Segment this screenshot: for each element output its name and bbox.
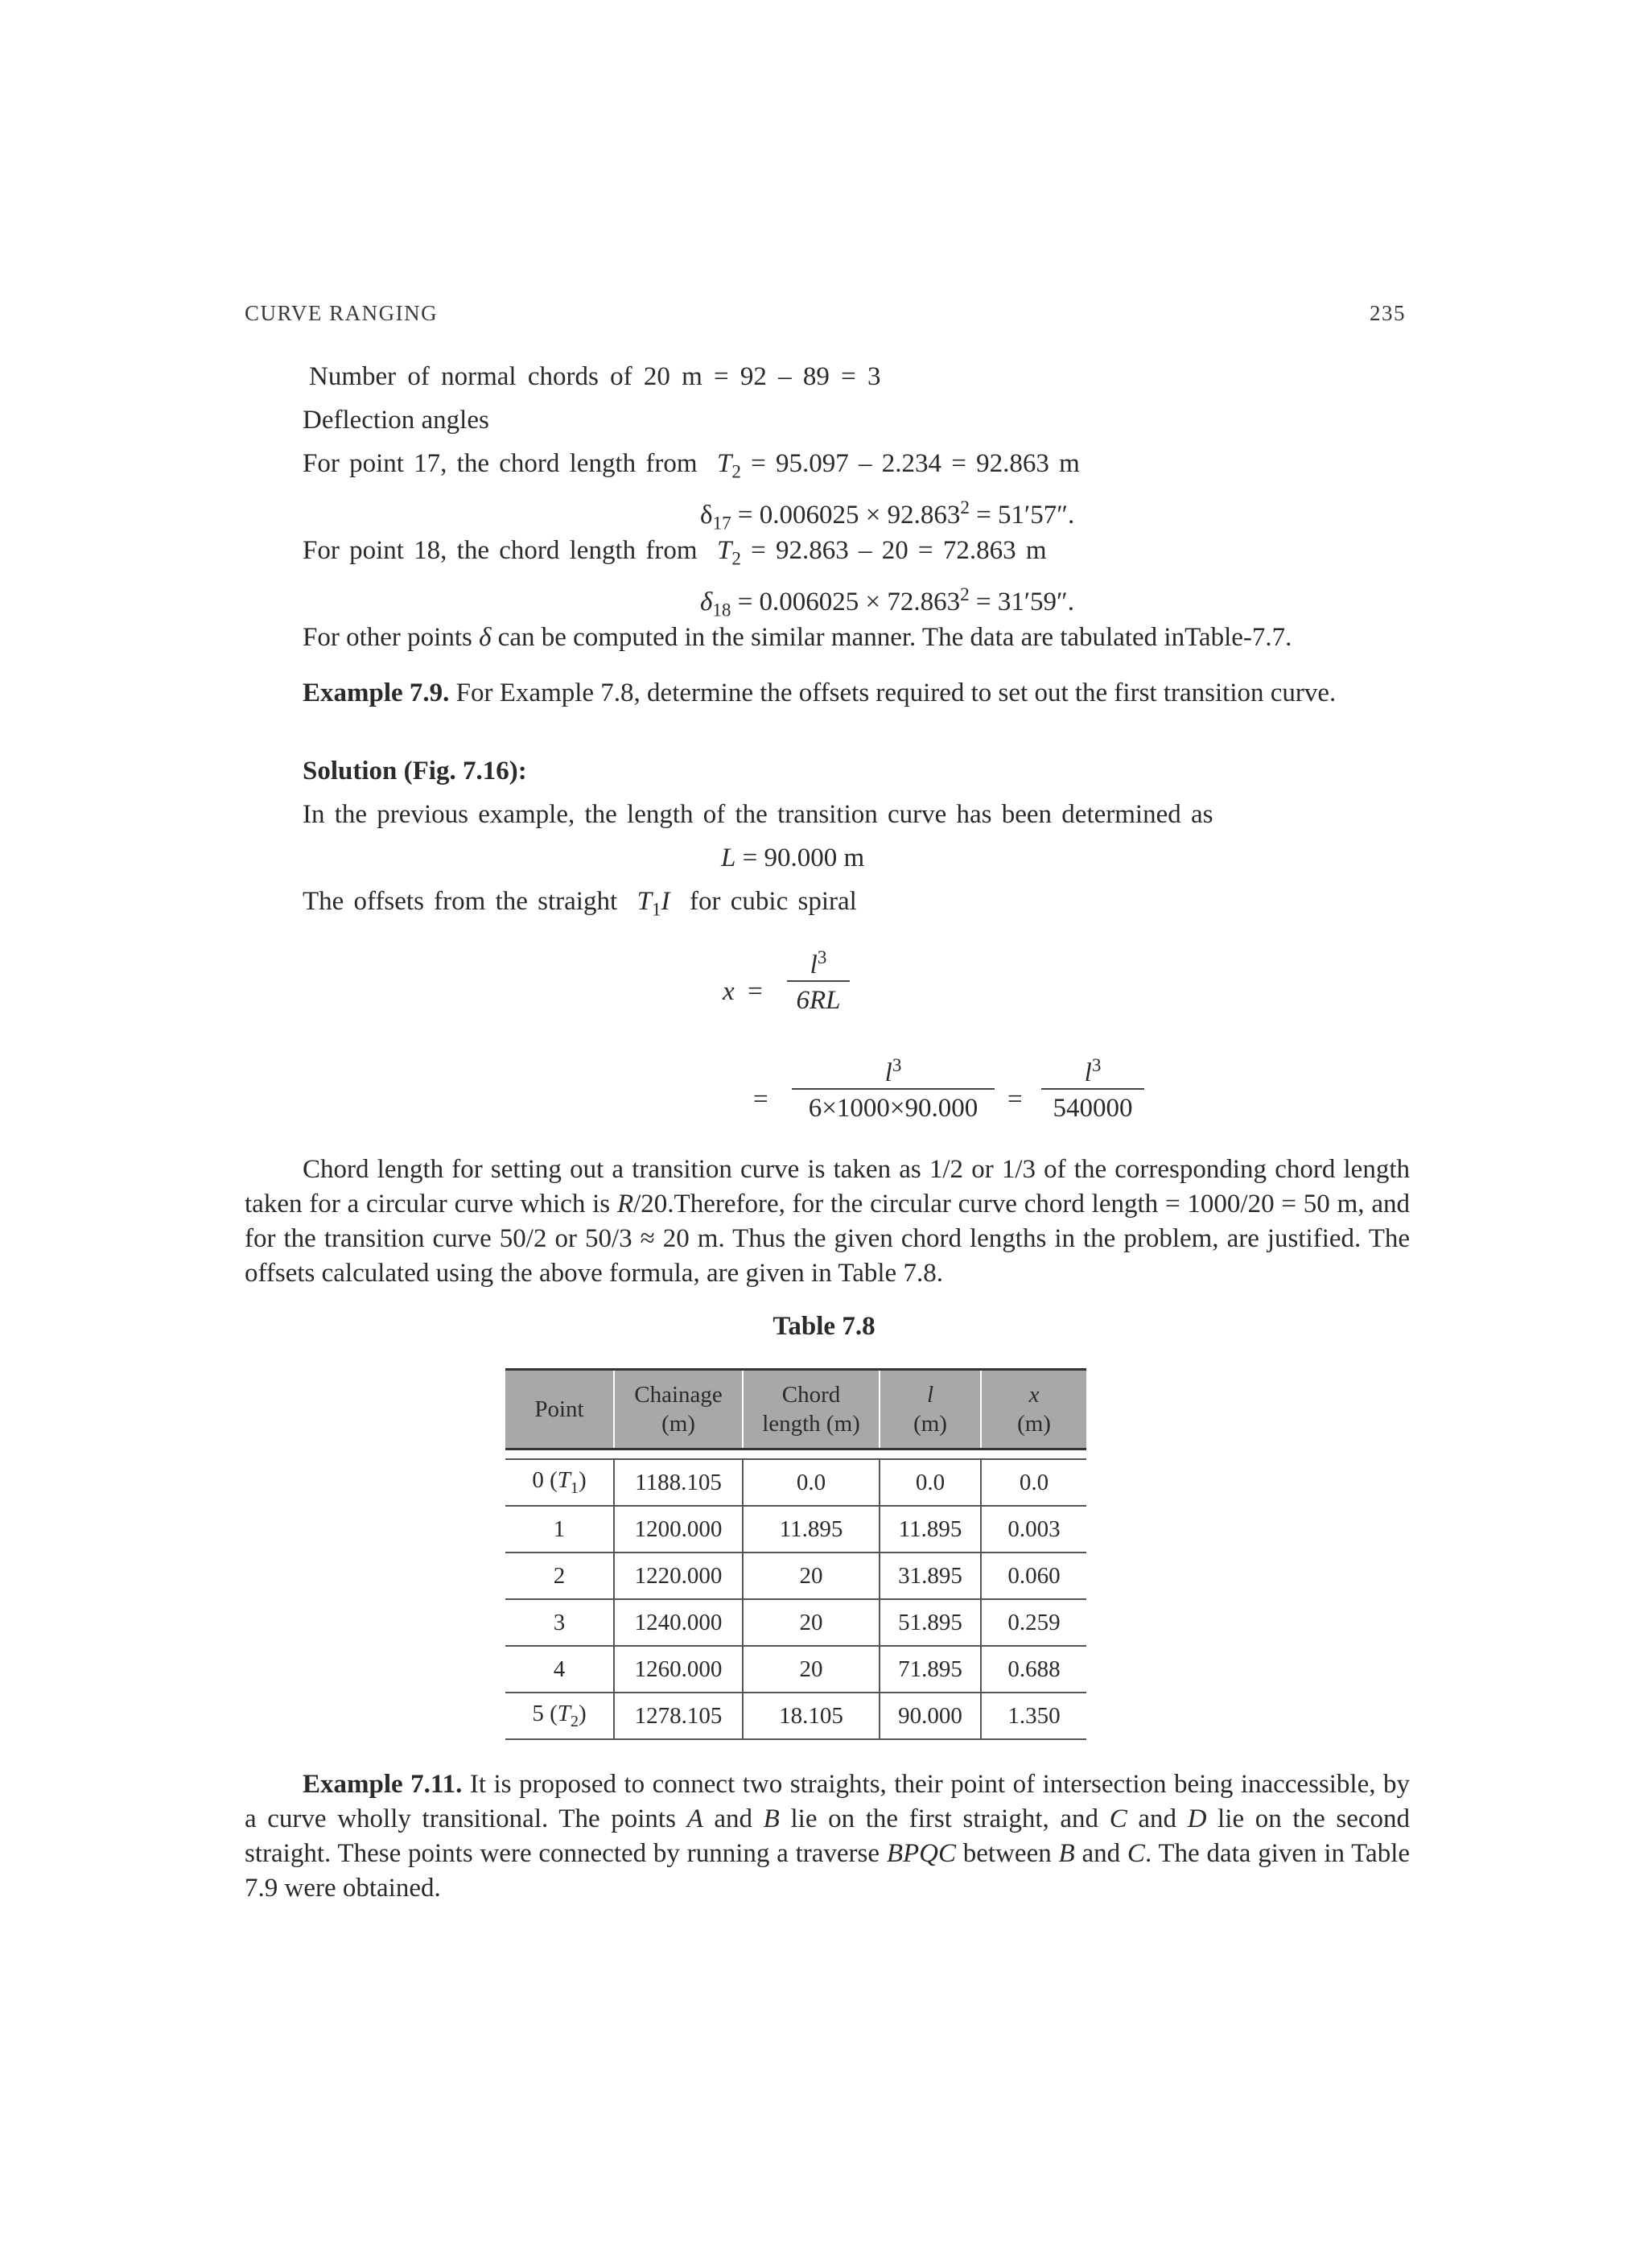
l-cell: 90.000 [880,1693,981,1739]
chord-cell: 20 [743,1599,880,1646]
point17-line: For point 17, the chord length from $T_2 = 95.097 - 2.234 = 92.863$ m [303,449,1080,482]
chord-cell: 20 [743,1553,880,1599]
chord-cell: 0.0 [743,1459,880,1506]
delta17-equation: $\delta_{17} = 0.006025 \times 92.863^2 = 51'57''$. [700,497,1075,534]
chord-length-paragraph: Chord length for setting out a transition curve is taken as 1/2 or 1/3 of the corresponding chord length taken for a circular curve which is R/20.Therefore, for the circular curve chord length = 1000/20 = 50 m, and for the transition curve 50/2 or 50/3 ≈ 20 m. Thus the given chord lengths in the problem, are justified. The offsets calculated using the above formula, are given in Table 7.8. [245,1155,1410,1288]
x-equals: x = [723,977,763,1006]
x-cell: 0.259 [981,1599,1086,1646]
x-cell: 0.688 [981,1646,1086,1693]
chainage-cell: 1260.000 [614,1646,743,1693]
header-chord-length: Chord length (m) [743,1370,880,1449]
x-cell: 0.003 [981,1506,1086,1553]
table-row [505,1459,1086,1506]
offset-fraction-3: $\frac{l^3}{540000}$ [1041,1049,1144,1125]
table-row [505,1599,1086,1646]
previous-example-line: In the previous example, the length of the transition curve has been determined as [303,800,1213,829]
example-7-11-paragraph: Example 7.11. It is proposed to connect two straights, their point of intersection being inaccessible, by a curve wholly transitional. The points A and B lie on the first straight, and C and D lie on the second straight. These points were connected by running a traverse BPQC between B and C. The data given in Table 7.9 were obtained. [245,1770,1411,1903]
point-cell: 2 [505,1553,614,1599]
chord-cell: 18.105 [743,1693,880,1739]
offsets-table [505,1368,1086,1740]
offset-fraction-1: $\frac{l^3}{6RL}$ [787,942,850,1017]
page-number: 235 [1370,301,1406,325]
l-cell: 31.895 [880,1553,981,1599]
table-7-8-title: Table 7.8 [772,1312,876,1341]
point-cell: 3 [505,1599,614,1646]
chainage-cell: 1240.000 [614,1599,743,1646]
chainage-cell: 1200.000 [614,1506,743,1553]
x-cell: 0.060 [981,1553,1086,1599]
x-cell: 1.350 [981,1693,1086,1739]
other-points-line: For other points δ can be computed in the similar manner. The data are tabulated inTable-7.7. [303,623,1292,652]
equals-sign-2: = [1007,1085,1023,1114]
offsets-line: The offsets from the straight $T_1I$ for cubic spiral [303,887,857,920]
l-cell: 0.0 [880,1459,981,1506]
header-l: l (m) [880,1370,981,1449]
normal-chords-line: Number of normal chords of 20 m = 92 – 89 = 3 [309,362,881,391]
chord-cell: 11.895 [743,1506,880,1553]
l-cell: 11.895 [880,1506,981,1553]
L-equation: L = 90.000 m [721,843,865,872]
offset-fraction-2: $\frac{l^3}{6\times 1000\times 90.000}$ [792,1049,995,1125]
header-x: x (m) [981,1370,1086,1449]
point-cell: 5 $(T_2)$ [505,1693,614,1739]
equals-sign-1: = [753,1085,768,1114]
x-cell: 0.0 [981,1459,1086,1506]
chainage-cell: 1278.105 [614,1693,743,1739]
example-7-9-paragraph: Example 7.9. For Example 7.8, determine the offsets required to set out the first transition curve. [303,678,1337,707]
point-cell: 1 [505,1506,614,1553]
point18-line: For point 18, the chord length from $T_2 = 92.863 - 20 = 72.863$ m [303,536,1047,569]
table-row [505,1553,1086,1599]
table-header-row [505,1370,1086,1449]
deflection-angles-heading: Deflection angles [303,406,489,435]
header-point: Point [505,1370,614,1449]
point-cell: 0 $(T_1)$ [505,1459,614,1506]
table-row [505,1646,1086,1693]
chainage-cell: 1220.000 [614,1553,743,1599]
l-cell: 71.895 [880,1646,981,1693]
solution-heading: Solution (Fig. 7.16): [303,757,527,786]
delta18-equation: $\delta_{18} = 0.006025 \times 72.863^2 = 31'59''$. [700,583,1075,621]
table-row [505,1506,1086,1553]
table-row [505,1693,1086,1739]
running-header: CURVE RANGING [245,301,439,325]
chord-cell: 20 [743,1646,880,1693]
chainage-cell: 1188.105 [614,1459,743,1506]
point-cell: 4 [505,1646,614,1693]
l-cell: 51.895 [880,1599,981,1646]
header-chainage: Chainage (m) [614,1370,743,1449]
